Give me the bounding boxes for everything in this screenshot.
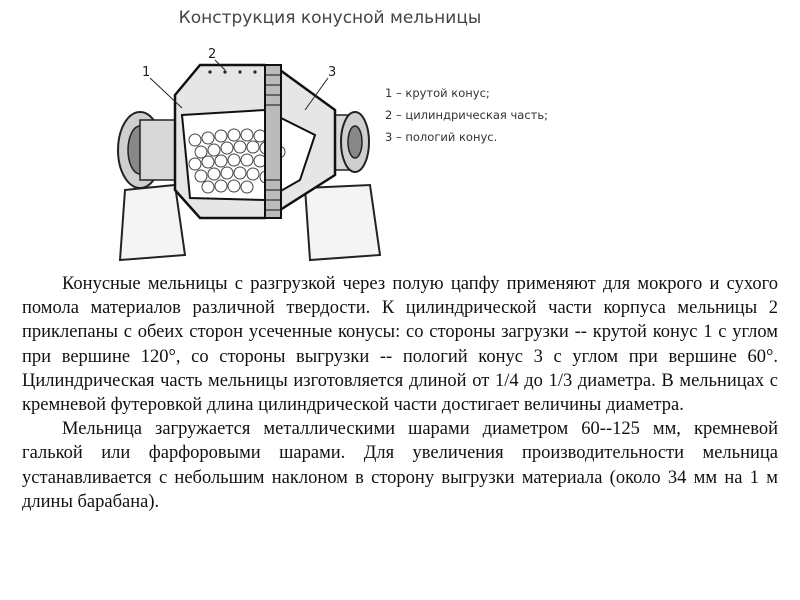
- paragraph-1: Конусные мельницы с разгрузкой через полую цапфу применяют для мокрого и сухого помола материалов различной твердости. К цилиндрической части корпуса мельницы 2 приклепаны с обеих сторон усеченные конусы: со стороны загрузки -- крутой конус 1 с углом при вершине 120°, со стороны выгрузки -- пологий конус 3 с углом при вершине 60°. Цилиндрическая часть мельницы изготовляется длиной от 1/4 до 1/3 диаметра. В мельницах с кремневой футеровкой длина цилиндрической части достигает величины диаметра.: [22, 274, 778, 416]
- legend-item-2: 2 – цилиндрическая часть;: [385, 108, 549, 122]
- paragraph-2: Мельница загружается металлическими шарами диаметром 60--125 мм, кремневой галькой или фарфоровыми шарами. Для увеличения производительности мельница устанавливается с небольшим наклоном в сторону выгрузки материала (около 34 мм на 1 м длины барабана).: [22, 419, 778, 512]
- right-pedestal: [305, 185, 380, 260]
- callout-3: 3: [328, 65, 337, 80]
- legend-item-1: 1 – крутой конус;: [385, 86, 490, 100]
- gear-ring: [265, 65, 281, 218]
- figure-legend: [385, 82, 548, 148]
- left-pedestal: [120, 185, 185, 260]
- figure-title: Конструкция конусной мельницы: [178, 8, 482, 28]
- body-text: [22, 272, 778, 514]
- callout-2: 2: [208, 47, 217, 62]
- cone-mill-drawing: [100, 40, 390, 265]
- legend-item-3: 3 – пологий конус.: [385, 130, 498, 144]
- callout-1: 1: [142, 65, 151, 80]
